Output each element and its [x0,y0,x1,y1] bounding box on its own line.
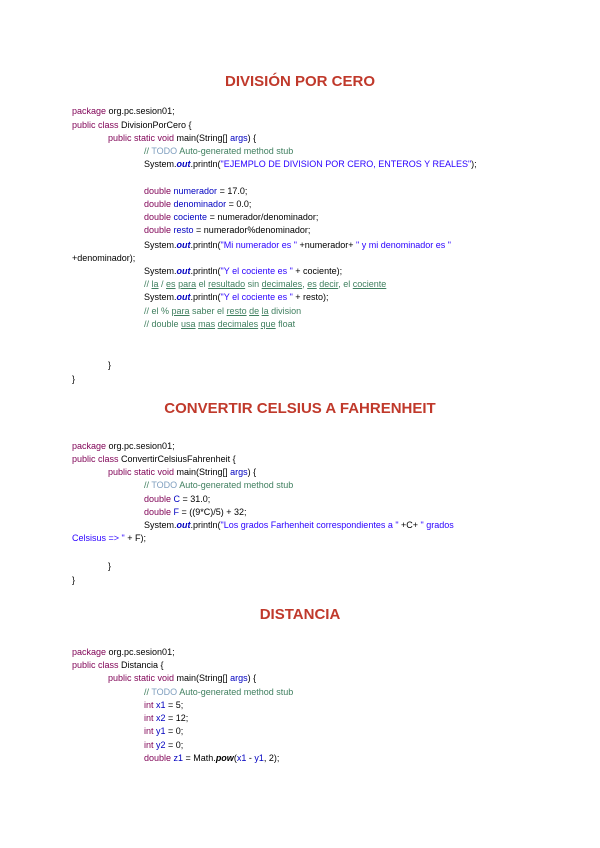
code-brace: } [108,360,112,370]
code-brace: } [72,575,76,585]
code-line-y1: int y1 = 0; [144,726,184,736]
code-line-x2: int x2 = 12; [144,713,189,723]
code-line-class: public class Distancia { [72,660,164,670]
code-line-resto: double resto = numerador%denominador; [144,225,311,235]
code-line-continuation: +denominador); [72,253,136,263]
code-line-continuation: Celsisus => " + F); [72,533,146,543]
code-line-println: System.out.println("Y el cociente es " + resto); [144,292,329,302]
code-line-y2: int y2 = 0; [144,740,184,750]
code-comment: // double usa mas decimales que float [144,319,296,329]
code-line-main: public static void main(String[] args) { [108,133,257,143]
code-line-main: public static void main(String[] args) { [108,673,257,683]
code-line-package: package org.pc.sesion01; [72,106,175,116]
code-line-println: System.out.println("Mi numerador es " +numerador+ " y mi denominador es " [144,240,451,250]
code-line-package: package org.pc.sesion01; [72,441,175,451]
code-comment-todo: // TODO Auto-generated method stub [144,687,294,697]
code-line-class: public class DivisionPorCero { [72,120,192,130]
code-line-denominador: double denominador = 0.0; [144,199,252,209]
code-line-println: System.out.println("Los grados Farhenheit correspondientes a " +C+ " grados [144,520,454,530]
code-line-z1: double z1 = Math.pow(x1 - y1, 2); [144,753,280,763]
section-title-distancia: DISTANCIA [259,606,341,623]
code-line-fahrenheit: double F = ((9*C)/5) + 32; [144,507,247,517]
code-comment: // la / es para el resultado sin decimales, es decir, el cociente [144,279,387,289]
code-brace: } [108,561,112,571]
code-line-x1: int x1 = 5; [144,700,184,710]
section-title-celsius: CONVERTIR CELSIUS A FAHRENHEIT [164,400,436,417]
code-line-numerador: double numerador = 17.0; [144,186,248,196]
code-comment-todo: // TODO Auto-generated method stub [144,146,294,156]
code-line-println: System.out.println("Y el cociente es " + cociente); [144,266,343,276]
code-comment: // el % para saber el resto de la division [144,306,302,316]
code-line-println: System.out.println("EJEMPLO DE DIVISION POR CERO, ENTEROS Y REALES"); [144,159,477,169]
code-line-package: package org.pc.sesion01; [72,647,175,657]
section-title-division: DIVISIÓN POR CERO [224,73,376,90]
code-line-celsius: double C = 31.0; [144,494,211,504]
code-line-cociente: double cociente = numerador/denominador; [144,212,319,222]
code-comment-todo: // TODO Auto-generated method stub [144,480,294,490]
code-line-class: public class ConvertirCelsiusFahrenheit { [72,454,236,464]
code-line-main: public static void main(String[] args) { [108,467,257,477]
code-brace: } [72,374,76,384]
